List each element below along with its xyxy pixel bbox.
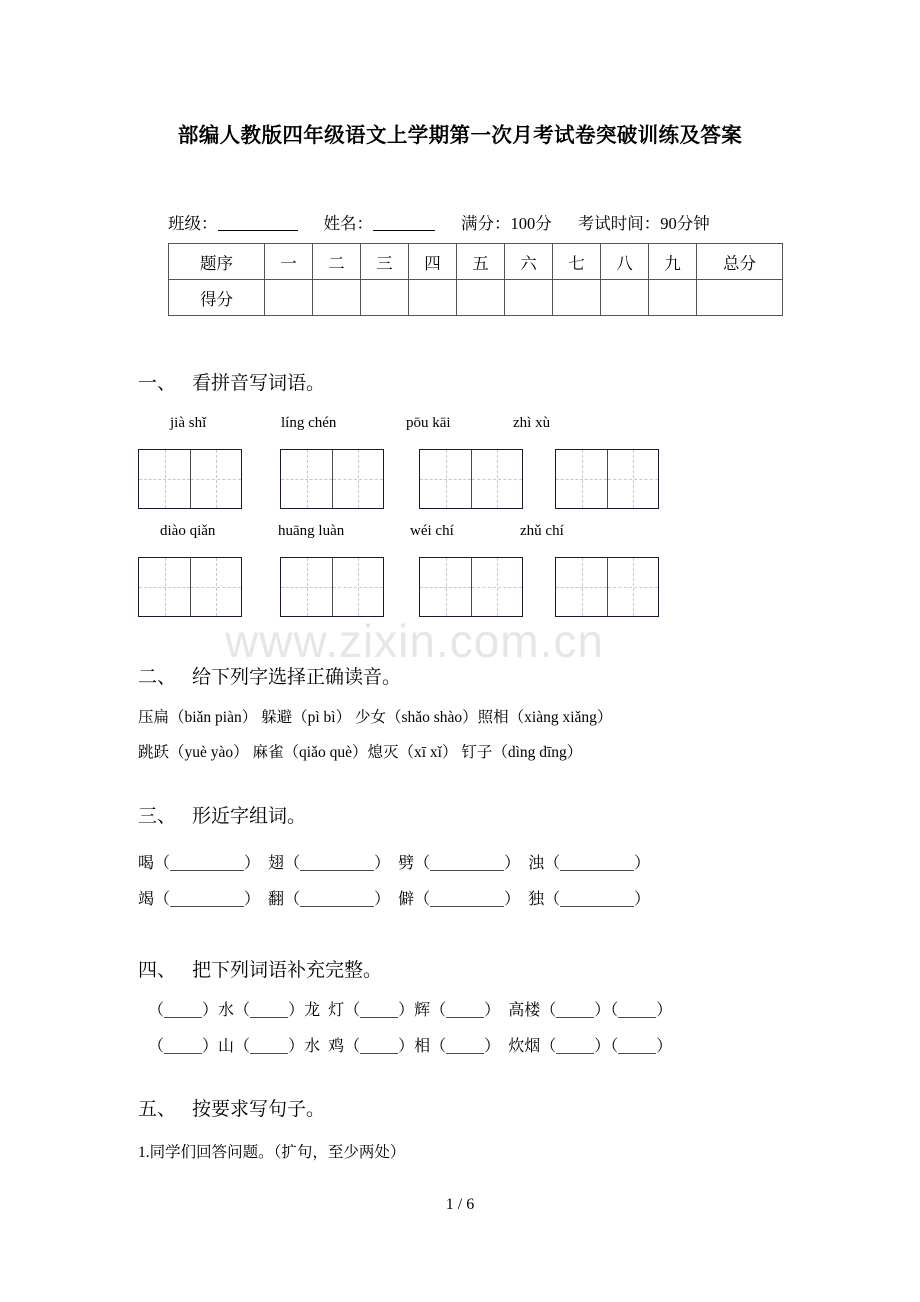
pinyin-label-7: wéi chí xyxy=(410,523,454,539)
answer-blank[interactable] xyxy=(618,1039,656,1054)
idiom-char-6: 水 xyxy=(304,1038,321,1055)
grid-cell[interactable] xyxy=(420,558,471,616)
section-heading-three xyxy=(138,801,306,828)
answer-blank[interactable] xyxy=(556,1003,594,1018)
answer-blank[interactable] xyxy=(360,1003,398,1018)
section-three-row-2: 竭（ ） 翻（ ） 僻（ ） 独（ ） xyxy=(138,891,651,908)
score-table-col-6: 六 xyxy=(505,244,553,280)
idiom-char-2: 龙 xyxy=(304,1002,321,1019)
answer-blank[interactable] xyxy=(430,892,504,907)
section-heading-five xyxy=(138,1094,325,1121)
score-table xyxy=(168,243,783,316)
score-cell-1[interactable] xyxy=(265,280,313,316)
idiom-word-1: 高楼 xyxy=(508,1002,541,1019)
name-field xyxy=(324,214,436,233)
score-table-label-score: 得分 xyxy=(169,280,265,316)
grid-cell[interactable] xyxy=(471,558,522,616)
idiom-char-8: 相 xyxy=(414,1038,431,1055)
grid-cell[interactable] xyxy=(190,558,241,616)
score-cell-5[interactable] xyxy=(457,280,505,316)
score-cell-6[interactable] xyxy=(505,280,553,316)
score-table-col-4: 四 xyxy=(409,244,457,280)
answer-blank[interactable] xyxy=(300,892,374,907)
score-cell-total[interactable] xyxy=(697,280,783,316)
near-char-7: 僻 xyxy=(398,891,415,908)
section-one-index: 一、 xyxy=(138,373,177,394)
pinyin-label-6: huāng luàn xyxy=(278,523,345,539)
writing-grid-7[interactable] xyxy=(419,557,523,617)
pinyin-label-4: zhì xù xyxy=(513,415,551,431)
pinyin-row-2 xyxy=(138,523,838,545)
grid-cell[interactable] xyxy=(190,450,241,508)
section-three-row-1: 喝（ ） 翅（ ） 劈（ ） 浊（ ） xyxy=(138,855,651,872)
answer-blank[interactable] xyxy=(164,1039,202,1054)
section-three-title: 形近字组词。 xyxy=(192,806,307,827)
name-blank[interactable] xyxy=(373,214,435,231)
answer-blank[interactable] xyxy=(164,1003,202,1018)
section-four-row-2: （ ）山（ ）水 鸡（ ）相（ ） 炊烟（ ）（ ） xyxy=(148,1038,673,1055)
grid-cell[interactable] xyxy=(332,450,383,508)
score-table-col-7: 七 xyxy=(553,244,601,280)
score-table-col-9: 九 xyxy=(649,244,697,280)
answer-blank[interactable] xyxy=(170,856,244,871)
table-row-score xyxy=(169,280,783,316)
pinyin-label-5: diào qiǎn xyxy=(160,523,216,539)
section-five-index: 五、 xyxy=(138,1099,177,1120)
grid-cell[interactable] xyxy=(556,450,607,508)
writing-grid-1[interactable] xyxy=(138,449,242,509)
score-cell-3[interactable] xyxy=(361,280,409,316)
section-four-title: 把下列词语补充完整。 xyxy=(192,960,383,981)
near-char-2: 翅 xyxy=(268,855,285,872)
score-cell-7[interactable] xyxy=(553,280,601,316)
class-label: 班级： xyxy=(168,214,218,233)
idiom-char-3: 灯 xyxy=(328,1002,345,1019)
name-label: 姓名： xyxy=(323,214,373,233)
exam-time-label: 考试时间：90分钟 xyxy=(577,214,710,233)
grid-cell[interactable] xyxy=(607,450,658,508)
writing-grid-row-1 xyxy=(138,449,838,511)
section-two-line-1: 压扁（biǎn piàn） 躲避（pì bì） 少女（shǎo shào）照相（xiàng xiǎng） xyxy=(138,709,613,726)
page-title: 部编人教版四年级语文上学期第一次月考试卷突破训练及答案 xyxy=(177,125,743,147)
pinyin-label-2: líng chén xyxy=(281,415,337,431)
score-table-col-1: 一 xyxy=(265,244,313,280)
near-char-8: 独 xyxy=(528,891,545,908)
grid-cell[interactable] xyxy=(556,558,607,616)
answer-blank[interactable] xyxy=(430,856,504,871)
score-table-col-8: 八 xyxy=(601,244,649,280)
idiom-word-2: 炊烟 xyxy=(508,1038,541,1055)
near-char-3: 劈 xyxy=(398,855,415,872)
answer-blank[interactable] xyxy=(560,892,634,907)
class-field xyxy=(168,214,298,233)
near-char-6: 翻 xyxy=(268,891,285,908)
grid-cell[interactable] xyxy=(139,450,190,508)
writing-grid-row-2 xyxy=(138,557,838,619)
writing-grid-3[interactable] xyxy=(419,449,523,509)
answer-blank[interactable] xyxy=(170,892,244,907)
answer-blank[interactable] xyxy=(300,856,374,871)
answer-blank[interactable] xyxy=(560,856,634,871)
score-cell-9[interactable] xyxy=(649,280,697,316)
writing-grid-6[interactable] xyxy=(280,557,384,617)
writing-grid-5[interactable] xyxy=(138,557,242,617)
idiom-char-4: 辉 xyxy=(414,1002,431,1019)
section-five-title: 按要求写句子。 xyxy=(192,1099,326,1120)
full-score-label: 满分：100分 xyxy=(461,214,552,233)
near-char-4: 浊 xyxy=(528,855,545,872)
class-blank[interactable] xyxy=(218,214,298,231)
student-info-line xyxy=(168,210,710,234)
section-two-index: 二、 xyxy=(138,667,177,688)
pinyin-label-1: jià shǐ xyxy=(170,415,207,431)
answer-blank[interactable] xyxy=(446,1003,484,1018)
score-table-col-total: 总分 xyxy=(697,244,783,280)
score-table-col-3: 三 xyxy=(361,244,409,280)
section-heading-four xyxy=(138,955,382,982)
page-number: 1 / 6 xyxy=(445,1196,475,1213)
score-table-label-question: 题序 xyxy=(169,244,265,280)
section-one-title: 看拼音写词语。 xyxy=(192,373,326,394)
section-four-index: 四、 xyxy=(138,960,177,981)
score-cell-4[interactable] xyxy=(409,280,457,316)
table-row-question-index xyxy=(169,244,783,280)
writing-grid-4[interactable] xyxy=(555,449,659,509)
answer-blank[interactable] xyxy=(618,1003,656,1018)
section-heading-two xyxy=(138,662,401,689)
answer-blank[interactable] xyxy=(250,1003,288,1018)
section-two-title: 给下列字选择正确读音。 xyxy=(192,667,402,688)
pinyin-label-3: pōu kāi xyxy=(406,415,451,431)
grid-cell[interactable] xyxy=(471,450,522,508)
score-table-col-5: 五 xyxy=(457,244,505,280)
pinyin-row-1 xyxy=(138,415,838,437)
section-two-line-2: 跳跃（yuè yào） 麻雀（qiǎo què）熄灭（xī xǐ） 钉子（dìng dīng） xyxy=(138,744,583,761)
site-watermark: www.zixin.com.cn xyxy=(225,615,604,667)
grid-cell[interactable] xyxy=(332,558,383,616)
grid-cell[interactable] xyxy=(607,558,658,616)
section-heading-one xyxy=(138,368,325,395)
section-three-index: 三、 xyxy=(138,806,177,827)
score-cell-2[interactable] xyxy=(313,280,361,316)
writing-grid-8[interactable] xyxy=(555,557,659,617)
grid-cell[interactable] xyxy=(281,558,332,616)
idiom-char-5: 山 xyxy=(218,1038,235,1055)
near-char-1: 喝 xyxy=(138,855,155,872)
idiom-char-1: 水 xyxy=(218,1002,235,1019)
answer-blank[interactable] xyxy=(556,1039,594,1054)
section-five-item-1: 1.同学们回答问题。（扩句，至少两处） xyxy=(138,1144,406,1161)
score-cell-8[interactable] xyxy=(601,280,649,316)
grid-cell[interactable] xyxy=(139,558,190,616)
idiom-char-7: 鸡 xyxy=(328,1038,345,1055)
grid-cell[interactable] xyxy=(420,450,471,508)
answer-blank[interactable] xyxy=(360,1039,398,1054)
section-four-row-1: （ ）水（ ）龙 灯（ ）辉（ ） 高楼（ ）（ ） xyxy=(148,1002,673,1019)
pinyin-label-8: zhǔ chí xyxy=(520,523,564,539)
near-char-5: 竭 xyxy=(138,891,155,908)
score-table-col-2: 二 xyxy=(313,244,361,280)
answer-blank[interactable] xyxy=(446,1039,484,1054)
writing-grid-2[interactable] xyxy=(280,449,384,509)
grid-cell[interactable] xyxy=(281,450,332,508)
answer-blank[interactable] xyxy=(250,1039,288,1054)
